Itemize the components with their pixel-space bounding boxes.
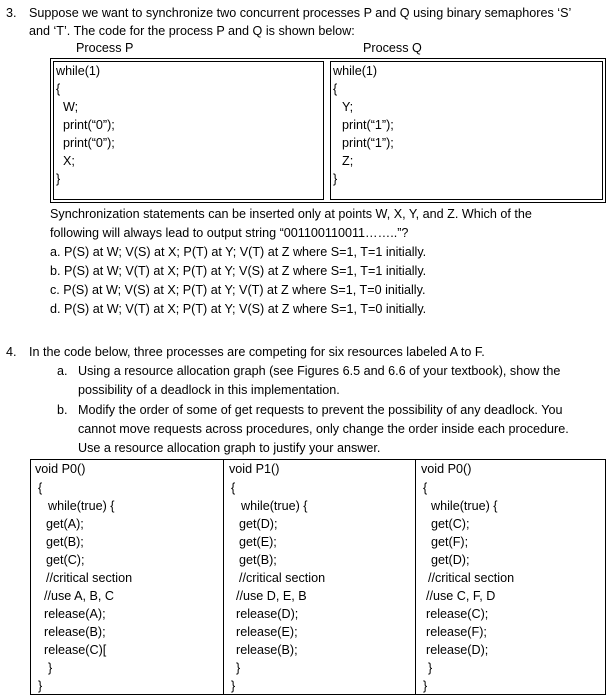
code-line: release(D);: [236, 607, 299, 621]
code-line: get(B);: [239, 553, 277, 567]
code-line: }: [56, 172, 61, 186]
q3-number: 3.: [6, 6, 17, 20]
code-line: while(true) {: [431, 499, 498, 513]
code-line: while(1): [333, 64, 378, 78]
code-line: get(D);: [239, 517, 278, 531]
code-line: release(E);: [236, 625, 298, 639]
code-line: release(D);: [426, 643, 489, 657]
code-line: release(A);: [44, 607, 106, 621]
code-line: {: [56, 82, 61, 96]
code-line: release(B);: [236, 643, 298, 657]
code-line: {: [231, 481, 236, 495]
code-line: print(“1”);: [342, 118, 394, 132]
q3-intro-line-2: and ‘T’. The code for the process P and Q is shown below:: [29, 24, 355, 38]
code-line: }: [48, 661, 53, 675]
q4-part-b-line-1: Modify the order of some of get requests to prevent the possibility of any deadlock. You: [78, 403, 563, 417]
q4-intro: In the code below, three processes are competing for six resources labeled A to F.: [29, 345, 485, 359]
code-line: while(true) {: [241, 499, 308, 513]
code-line: get(A);: [46, 517, 84, 531]
q4-part-b-label: b.: [57, 403, 68, 417]
code-line: Z;: [342, 154, 354, 168]
code-line: }: [428, 661, 433, 675]
q4-part-a-label: a.: [57, 364, 68, 378]
code-line: release(C);: [426, 607, 489, 621]
code-line: }: [231, 679, 236, 693]
q4-part-b-line-3: Use a resource allocation graph to justify your answer.: [78, 441, 381, 455]
q3-question-line-1: Synchronization statements can be inserted only at points W, X, Y, and Z. Which of the: [50, 207, 532, 221]
q4-part-a-line-2: possibility of a deadlock in this implementation.: [78, 383, 340, 397]
code-line: }: [333, 172, 338, 186]
code-line: get(D);: [431, 553, 470, 567]
code-line: }: [423, 679, 428, 693]
code-line: get(C);: [431, 517, 470, 531]
q3-option-b: b. P(S) at W; V(T) at X; P(T) at Y; V(S) at Z where S=1, T=1 initially.: [50, 264, 427, 278]
code-line: print(“0”);: [63, 118, 115, 132]
code-line: Y;: [342, 100, 354, 114]
code-line: //use D, E, B: [236, 589, 307, 603]
process-q-header: Process Q: [363, 41, 422, 55]
code-line: while(true) {: [48, 499, 115, 513]
code-line: //critical section: [46, 571, 133, 585]
code-line: release(F);: [426, 625, 487, 639]
q3-option-d: d. P(S) at W; V(T) at X; P(T) at Y; V(S) at Z where S=1, T=0 initially.: [50, 302, 427, 316]
code-line: //critical section: [239, 571, 326, 585]
q4-number: 4.: [6, 345, 17, 359]
q3-question-line-2: following will always lead to output string “001100110011……..”?: [50, 226, 409, 240]
code-line: {: [333, 82, 338, 96]
code-line: {: [423, 481, 428, 495]
process-p-header: Process P: [76, 41, 134, 55]
code-line: //critical section: [428, 571, 515, 585]
code-line: X;: [63, 154, 75, 168]
code-line: while(1): [56, 64, 101, 78]
code-line: get(C);: [46, 553, 85, 567]
code-line: //use C, F, D: [426, 589, 496, 603]
code-line: W;: [63, 100, 79, 114]
code-line: get(F);: [431, 535, 469, 549]
procedure-header: void P0(): [35, 462, 86, 476]
code-line: print(“0”);: [63, 136, 115, 150]
procedure-header: void P0(): [421, 462, 472, 476]
code-line: release(B);: [44, 625, 106, 639]
q3-option-c: c. P(S) at W; V(S) at X; P(T) at Y; V(T) at Z where S=1, T=0 initially.: [50, 283, 426, 297]
q3-option-a: a. P(S) at W; V(S) at X; P(T) at Y; V(T) at Z where S=1, T=1 initially.: [50, 245, 427, 259]
q4-part-b-line-2: cannot move requests across procedures, only change the order inside each procedure.: [78, 422, 569, 436]
q4-part-a-line-1: Using a resource allocation graph (see Figures 6.5 and 6.6 of your textbook), show the: [78, 364, 561, 378]
code-line: release(C)[: [44, 643, 107, 657]
code-line: }: [236, 661, 241, 675]
code-line: //use A, B, C: [44, 589, 114, 603]
procedure-header: void P1(): [229, 462, 280, 476]
code-line: }: [38, 679, 43, 693]
code-line: get(B);: [46, 535, 84, 549]
code-line: get(E);: [239, 535, 277, 549]
code-line: {: [38, 481, 43, 495]
code-line: print(“1”);: [342, 136, 394, 150]
q3-intro-line-1: Suppose we want to synchronize two concurrent processes P and Q using binary semaphores ‘S’: [29, 6, 572, 20]
